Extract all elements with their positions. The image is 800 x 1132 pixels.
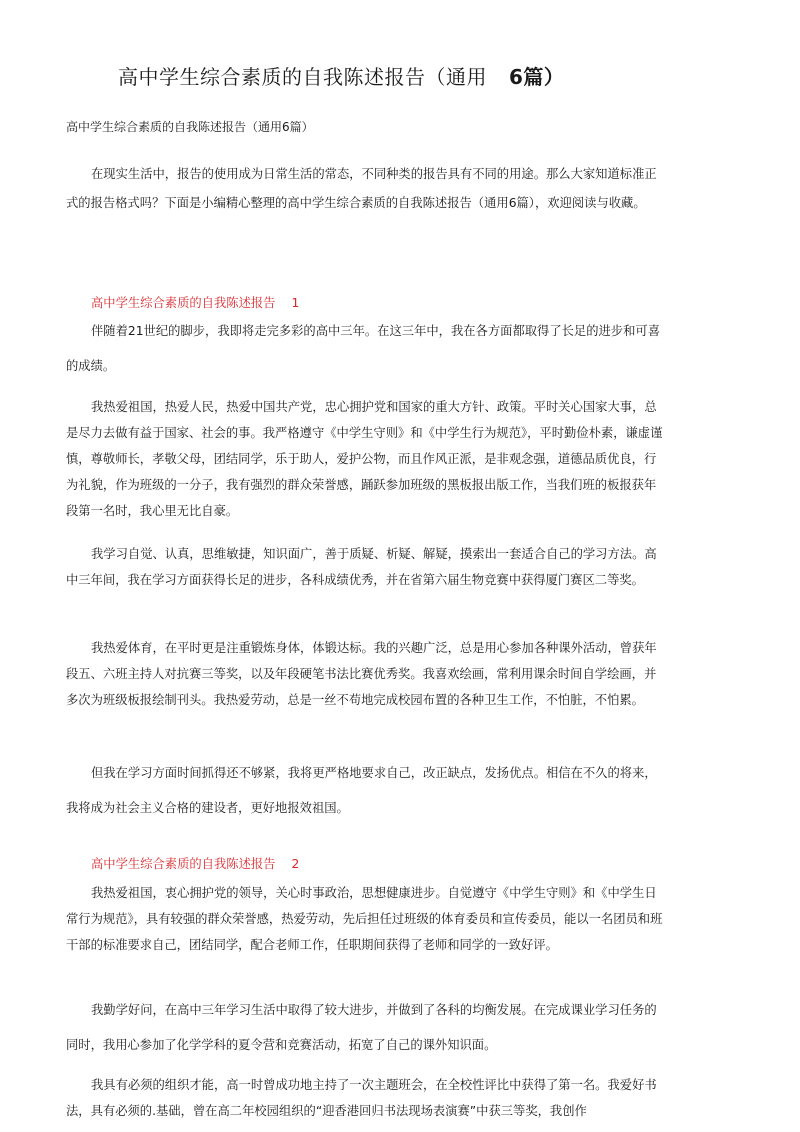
- section-1-paragraph-3: 我学习自觉、认真，思维敏捷，知识面广，善于质疑、析疑、解疑，摸索出一套适合自己的学习方法。高中三年间，我在学习方面获得长足的进步，各科成绩优秀，并在省第六届生物竞赛中获得厦门赛区二等奖。: [66, 547, 657, 587]
- section-1-heading-text: 高中学生综合素质的自我陈述报告: [91, 296, 276, 310]
- section-2-number: 2: [291, 857, 300, 871]
- section-1-paragraph-2: 我热爱祖国，热爱人民，热爱中国共产党，忠心拥护党和国家的重大方针、政策。平时关心国家大事，总是尽力去做有益于国家、社会的事。我严格遵守《中学生守则》和《中学生行为规范》，平时勤俭朴素，谦虚谨慎，尊敬师长，孝敬父母，团结同学，乐于助人，爱护公物，而且作风正派，是非观念强，道德品质优良，行为礼貌，作为班级的一分子，我有强烈的群众荣誉感，踊跃参加班级的黑板报出版工作，当我们班的板报获年段第一名时，我心里无比自豪。: [66, 400, 663, 518]
- section-2-paragraph-1: 我热爱祖国，衷心拥护党的领导，关心时事政治，思想健康进步。自觉遵守《中学生守则》和《中学生日常行为规范》，具有较强的群众荣誉感，热爱劳动，先后担任过班级的体育委员和宣传委员，能以一名团员和班干部的标准要求自己，团结同学，配合老师工作，任职期间获得了老师和同学的一致好评。: [66, 886, 663, 952]
- document-title: [118, 61, 564, 90]
- section-1-paragraph-1: 伴随着21世纪的脚步，我即将走完多彩的高中三年。在这三年中，我在各方面都取得了长足的进步和可喜的成绩。: [66, 324, 661, 373]
- title-text: 高中学生综合素质的自我陈述报告（通用: [118, 65, 487, 89]
- section-1-paragraph-5: 但我在学习方面时间抓得还不够紧，我将更严格地要求自己，改正缺点，发扬优点。相信在不久的将来，我将成为社会主义合格的建设者，更好地报效祖国。: [66, 766, 657, 815]
- section-2-heading: [91, 854, 299, 872]
- intro-paragraph: 在现实生活中，报告的使用成为日常生活的常态，不同种类的报告具有不同的用途。那么大家知道标准正式的报告格式吗？下面是小编精心整理的高中学生综合素质的自我陈述报告（通用6篇），欢迎阅读与收藏。: [66, 167, 657, 210]
- section-2-heading-text: 高中学生综合素质的自我陈述报告: [91, 857, 276, 871]
- document-subtitle: 高中学生综合素质的自我陈述报告（通用6篇）: [66, 120, 314, 134]
- title-number: 6篇）: [509, 65, 565, 89]
- section-2-paragraph-2: 我勤学好问，在高中三年学习生活中取得了较大进步，并做到了各科的均衡发展。在完成课业学习任务的同时，我用心参加了化学学科的夏令营和竞赛活动，拓宽了自己的课外知识面。: [66, 1003, 657, 1052]
- section-2-paragraph-3: 我具有必须的组织才能，高一时曾成功地主持了一次主题班会，在全校性评比中获得了第一名。我爱好书法，具有必须的.基础，曾在高二年校园组织的“迎香港回归书法现场表演赛”中获三等奖，我创作: [66, 1078, 657, 1118]
- section-1-paragraph-4: 我热爱体育，在平时更是注重锻炼身体，体锻达标。我的兴趣广泛，总是用心参加各种课外活动，曾获年段五、六班主持人对抗赛三等奖，以及年段硬笔书法比赛优秀奖。我喜欢绘画，常利用课余时间自学绘画，并多次为班级板报绘制刊头。我热爱劳动，总是一丝不苟地完成校园布置的各种卫生工作，不怕脏，不怕累。: [66, 641, 657, 707]
- section-1-heading: [91, 293, 299, 311]
- section-1-number: 1: [291, 296, 300, 310]
